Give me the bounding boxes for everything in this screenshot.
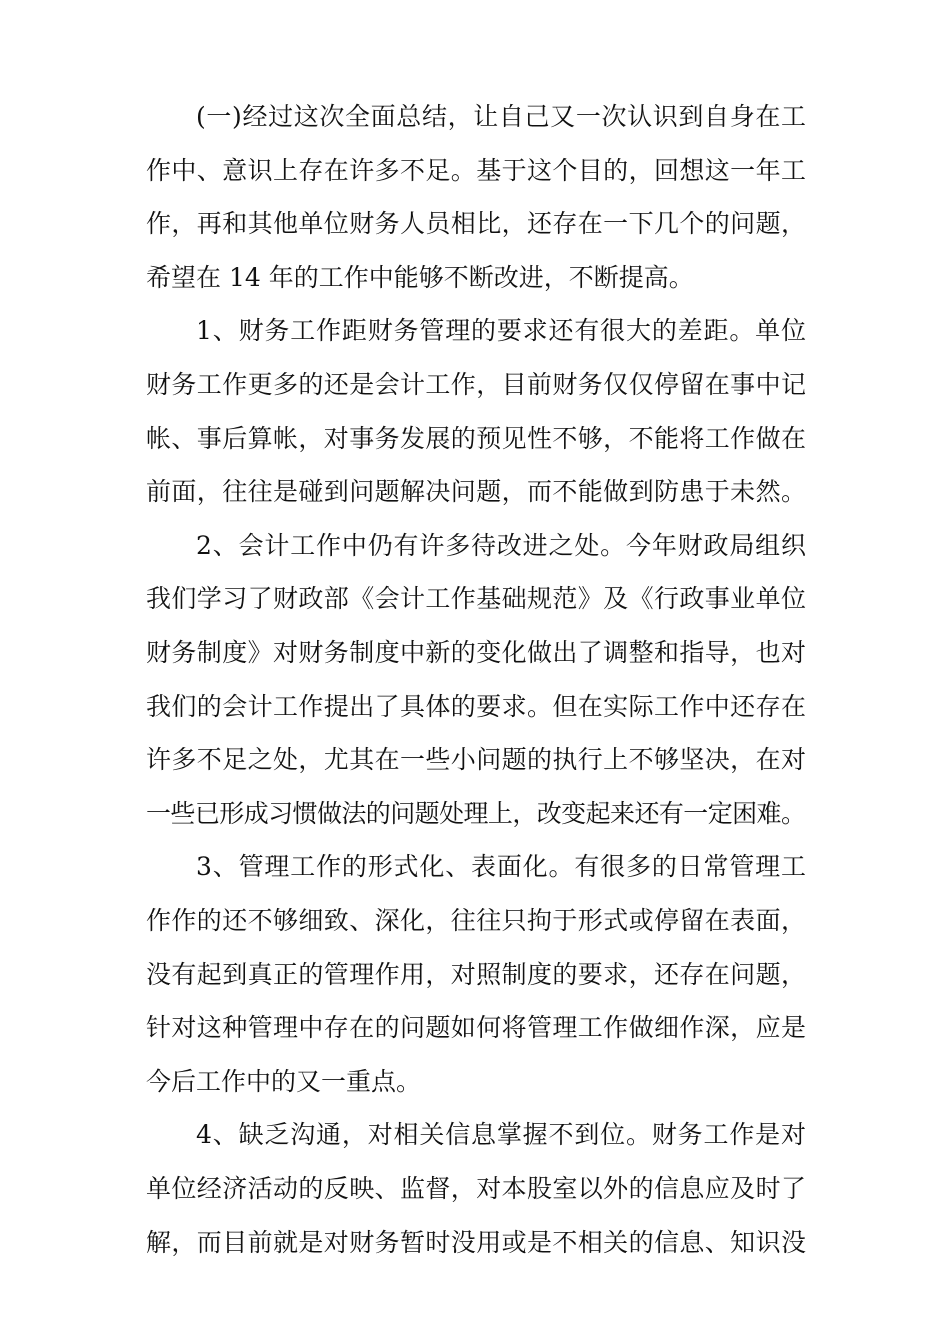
line-text: 1、财务工作距财务管理的要求还有很大的差距。单位 [196, 316, 807, 346]
paragraph-line [0, 472, 950, 512]
line-text: 单位经济活动的反映、监督，对本股室以外的信息应及时了 [146, 1174, 807, 1203]
line-text: 2、会计工作中仍有许多待改进之处。今年财政局组织 [196, 530, 807, 560]
line-text: (一)经过这次全面总结，让自己又一次认识到自身在工 [196, 102, 807, 131]
paragraph-line [0, 687, 950, 727]
paragraph-line [0, 419, 950, 459]
paragraph-line [0, 901, 950, 941]
line-text: 没有起到真正的管理作用，对照制度的要求，还存在问题， [146, 959, 807, 989]
line-text: 作中、意识上存在许多不足。基于这个目的，回想这一年工 [146, 155, 807, 185]
line-text: 前面，往往是碰到问题解决问题，而不能做到防患于未然。 [146, 477, 807, 507]
line-text: 财务制度》对财务制度中新的变化做出了调整和指导，也对 [146, 638, 807, 667]
paragraph-first-line [0, 97, 950, 137]
line-text: 我们的会计工作提出了具体的要求。但在实际工作中还存在 [146, 691, 807, 721]
line-text: 作，再和其他单位财务人员相比，还存在一下几个的问题， [146, 209, 807, 239]
paragraph-line [0, 1062, 950, 1102]
paragraph-line [0, 955, 950, 995]
line-text: 解，而目前就是对财务暂时没用或是不相关的信息、知识没 [146, 1227, 807, 1257]
line-text: 4、缺乏沟通，对相关信息掌握不到位。财务工作是对 [196, 1120, 807, 1150]
paragraph-line [0, 1223, 950, 1263]
line-text: 今后工作中的又一重点。 [146, 1066, 422, 1096]
paragraph-line [0, 1008, 950, 1048]
paragraph-first-line [0, 847, 950, 887]
paragraph-first-line [0, 1115, 950, 1155]
paragraph-line [0, 151, 950, 191]
line-text: 我们学习了财政部《会计工作基础规范》及《行政事业单位 [146, 584, 807, 614]
line-text: 作作的还不够细致、深化，往往只拘于形式或停留在表面， [146, 906, 807, 935]
paragraph-line [0, 740, 950, 780]
paragraph-line [0, 579, 950, 619]
paragraph-line [0, 794, 950, 834]
paragraph-line [0, 365, 950, 405]
paragraph-first-line [0, 526, 950, 566]
paragraph-line [0, 258, 950, 298]
paragraph-line [0, 204, 950, 244]
line-text: 希望在 14 年的工作中能够不断改进，不断提高。 [146, 262, 694, 292]
line-text: 帐、事后算帐，对事务发展的预见性不够，不能将工作做在 [146, 423, 807, 453]
line-text: 针对这种管理中存在的问题如何将管理工作做细作深，应是 [146, 1013, 807, 1043]
line-text: 一些已形成习惯做法的问题处理上，改变起来还有一定困难。 [146, 798, 806, 828]
line-text: 许多不足之处，尤其在一些小问题的执行上不够坚决，在对 [146, 745, 807, 775]
paragraph-first-line [0, 311, 950, 351]
paragraph-line [0, 633, 950, 673]
line-text: 财务工作更多的还是会计工作，目前财务仅仅停留在事中记 [146, 370, 807, 399]
paragraph-line [0, 1169, 950, 1209]
line-text: 3、管理工作的形式化、表面化。有很多的日常管理工 [196, 852, 807, 882]
